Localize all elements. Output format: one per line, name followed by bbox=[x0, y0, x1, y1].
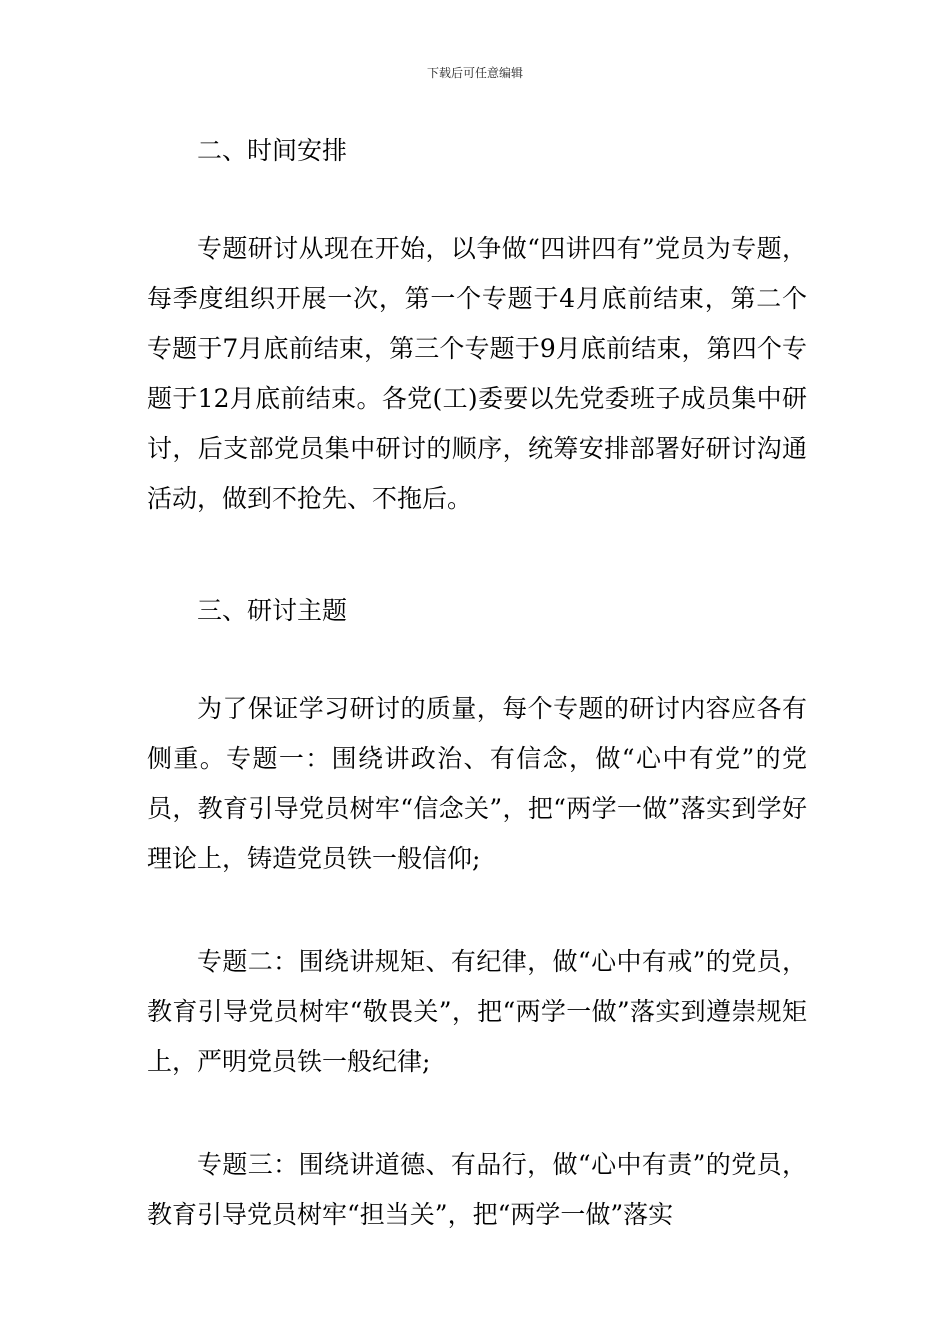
paragraph-topic-one: 为了保证学习研讨的质量，每个专题的研讨内容应各有侧重。专题一：围绕讲政治、有信念，做“心中有党”的党员，教育引导党员树牢“信念关”，把“两学一做”落实到学好理论上，铸造党员铁一般信仰; bbox=[147, 694, 807, 873]
section-heading-topics: 三、研讨主题 bbox=[197, 596, 348, 625]
paragraph-topic-three: 专题三：围绕讲道德、有品行，做“心中有责”的党员，教育引导党员树牢“担当关”，把“两学一做”落实 bbox=[147, 1150, 807, 1229]
document-body bbox=[147, 128, 807, 1240]
page-header: 下载后可任意编辑 bbox=[426, 66, 523, 80]
paragraph-topic-two: 专题二：围绕讲规矩、有纪律，做“心中有戒”的党员，教育引导党员树牢“敬畏关”，把“两学一做”落实到遵崇规矩上，严明党员铁一般纪律; bbox=[147, 947, 807, 1076]
section-heading-schedule: 二、时间安排 bbox=[197, 136, 348, 165]
paragraph-schedule: 专题研讨从现在开始，以争做“四讲四有”党员为专题，每季度组织开展一次，第一个专题于4月底前结束，第二个专题于7月底前结束，第三个专题于9月底前结束，第四个专题于12月底前结束。各党(工)委要以先党委班子成员集中研讨，后支部党员集中研讨的顺序，统筹安排部署好研讨沟通活动，做到不抢先、不拖后。 bbox=[147, 234, 807, 513]
